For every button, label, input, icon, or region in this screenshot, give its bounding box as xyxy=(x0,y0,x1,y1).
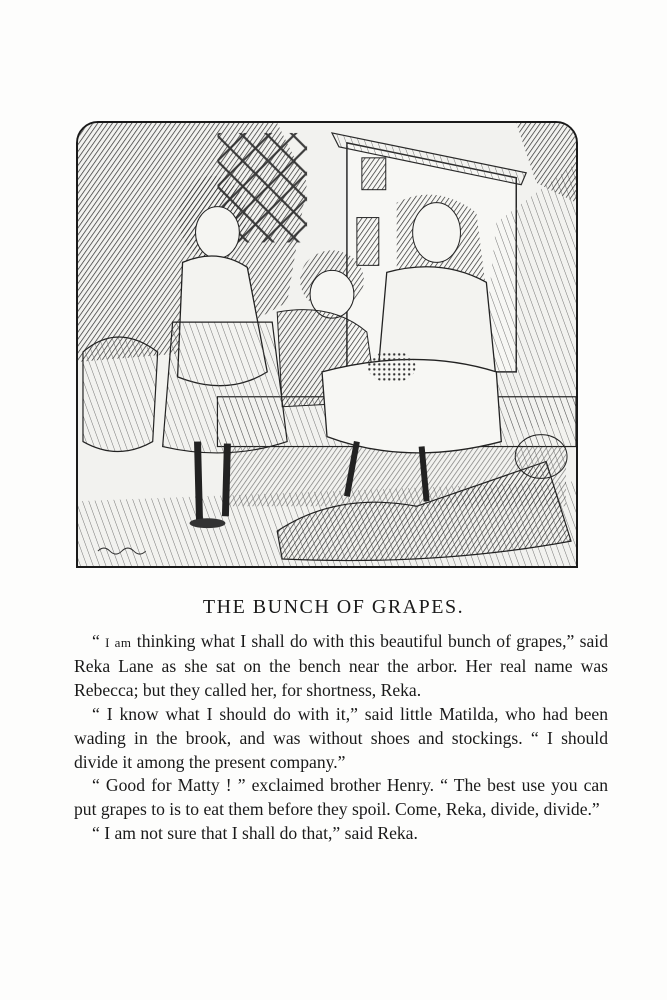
story-text xyxy=(74,630,608,846)
paragraph-3: “ Good for Matty ! ” exclaimed brother Henry. “ The best use you can put grapes to is to eat them before they spoil. Come, Reka, divide, divide.” xyxy=(74,775,608,820)
story-title: THE BUNCH OF GRAPES. xyxy=(202,596,465,618)
engraved-illustration xyxy=(76,121,578,568)
small-caps-opening: I am xyxy=(105,635,132,650)
paragraph-4: “ I am not sure that I shall do that,” said Reka. xyxy=(92,823,418,844)
paragraph-1: “ I am thinking what I shall do with this beautiful bunch of grapes,” said Reka Lane as she sat on the bench near the arbor. Her real name was Rebecca; but they called her, for shortness, Reka. xyxy=(74,631,608,700)
illustration-art xyxy=(78,123,576,566)
paragraph-2: “ I know what I should do with it,” said little Matilda, who had been wading in the brook, and was without shoes and stockings. “ I should divide it among the present company.” xyxy=(74,703,608,772)
house-window xyxy=(362,158,386,190)
bunch-of-grapes xyxy=(368,351,416,383)
